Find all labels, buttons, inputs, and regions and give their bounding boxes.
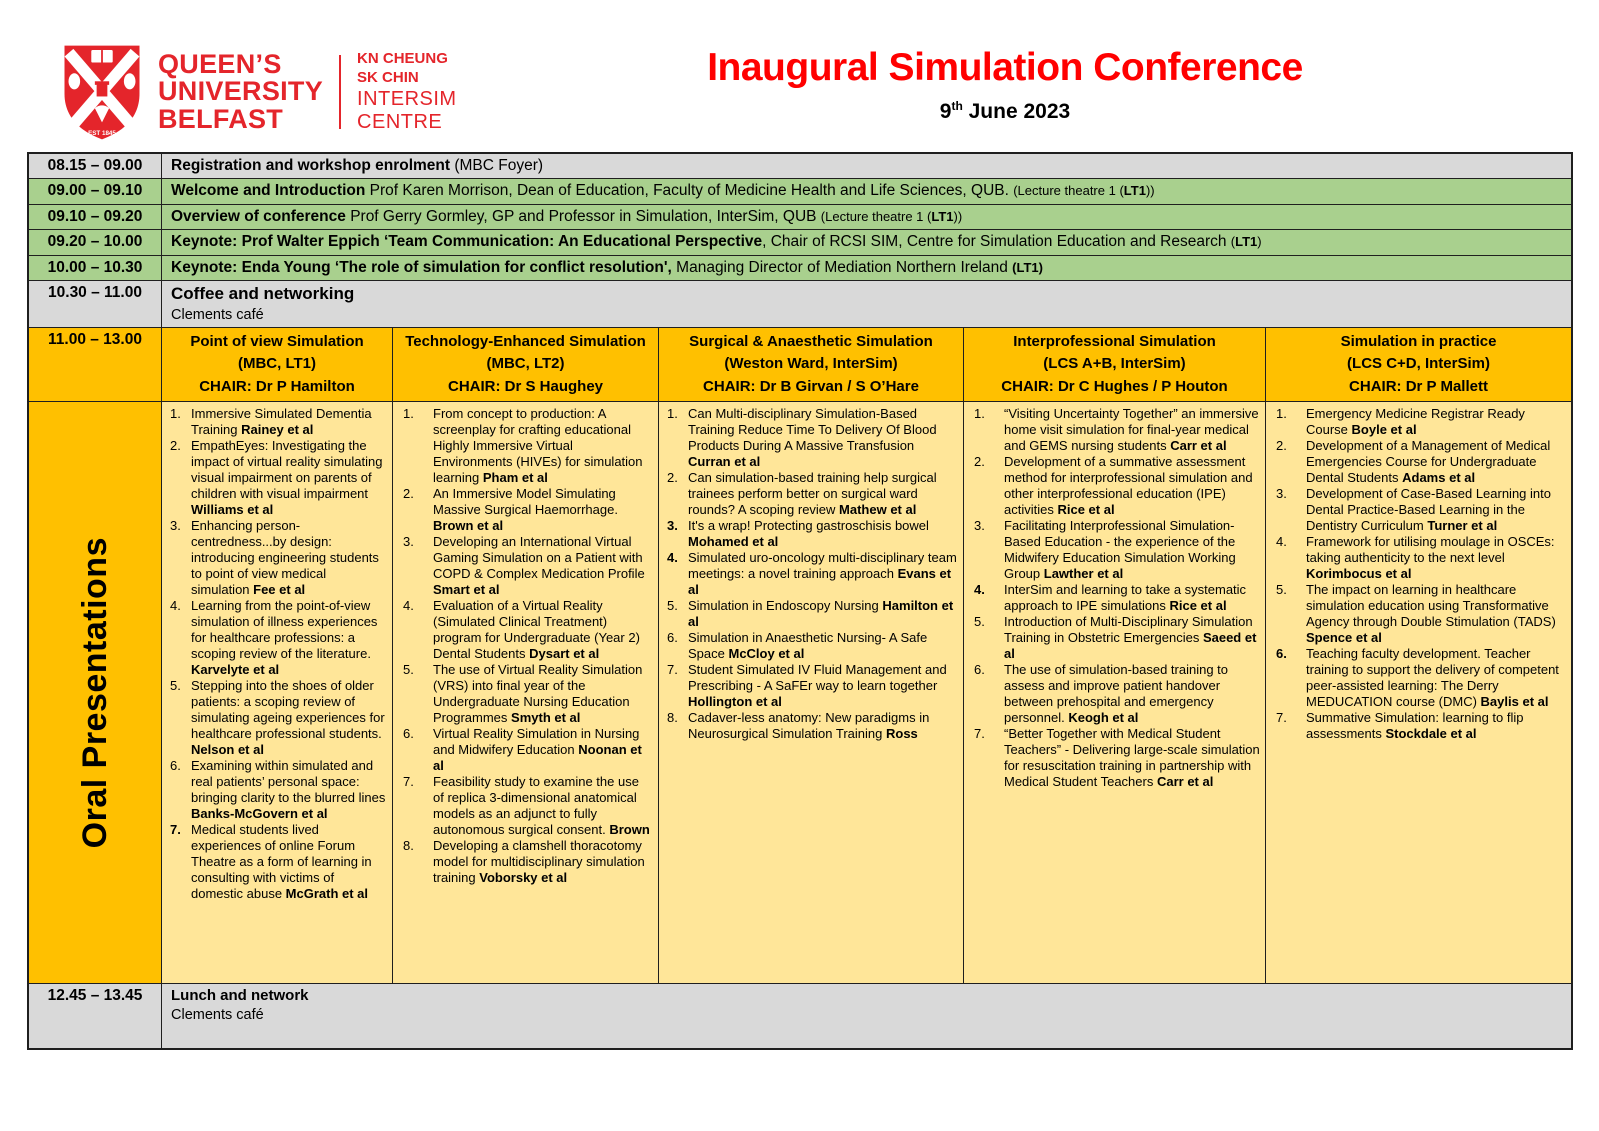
text-segment: Can simulation-based training help surgical trainees perform better on surgical ward rounds? A scoping review — [688, 470, 937, 518]
time-cell: 09.10 – 09.20 — [29, 205, 162, 230]
text-segment: LT1 — [1123, 183, 1146, 199]
presentation-item — [664, 710, 960, 742]
item-number: 8. — [403, 837, 414, 853]
time-cell: 08.15 – 09.00 — [29, 154, 162, 179]
text-segment: Saeed et al — [1004, 630, 1257, 662]
item-text — [688, 550, 960, 598]
oral-presentations-label: Oral Presentations — [75, 537, 114, 849]
text-segment: Fee et al — [253, 582, 306, 598]
schedule-row — [29, 281, 1571, 328]
session-text-line — [171, 306, 1562, 325]
text-segment: McGrath et al — [285, 885, 369, 901]
text-segment: EmpathEyes: Investigating the impact of virtual reality simulating visual impairment on parents of children with visual impairment — [191, 438, 383, 502]
text-segment: Pham et al — [482, 470, 548, 486]
item-number: 3. — [403, 534, 414, 550]
time-cell: 10.00 – 10.30 — [29, 256, 162, 281]
text-segment: Feasibility study to examine the use of replica 3-dimensional anatomical models as an adjunct to fully autonomous surgical consent. — [433, 773, 639, 837]
item-number: 5. — [667, 598, 678, 614]
centre-name-line: KN CHEUNG — [357, 50, 448, 68]
item-number: 7. — [667, 662, 678, 678]
schedule-row — [29, 205, 1571, 230]
presentation-item — [664, 406, 960, 470]
text-segment: Clements café — [171, 306, 264, 323]
presentation-item — [664, 630, 960, 662]
item-text — [191, 406, 389, 438]
item-number: 1. — [974, 406, 985, 422]
text-segment: Mohamed et al — [688, 534, 779, 550]
track-title: Simulation in practice — [1340, 332, 1497, 350]
text-segment: Development of Case-Based Learning into Dental Practice-Based Learning in the Dentistry Curriculum — [1306, 486, 1551, 534]
intersim-centre-name — [357, 50, 457, 134]
item-text — [1004, 614, 1262, 662]
centre-name-line: INTERSIM — [357, 87, 457, 110]
presentation-item — [664, 550, 960, 598]
text-segment: Student Simulated IV Fluid Management and Prescribing - A SaFEr way to learn together — [688, 662, 949, 694]
time-cell: 09.20 – 10.00 — [29, 230, 162, 255]
text-segment: Nelson et al — [191, 742, 264, 757]
text-segment: Keynote: Prof Walter Eppich ‘Team Communication: An Educational Perspective — [171, 233, 763, 251]
text-segment: Simulated uro-oncology multi-disciplinary team meetings: a novel training approach — [688, 550, 957, 582]
track-title: Point of view Simulation — [190, 332, 364, 350]
item-text — [688, 470, 960, 518]
text-segment: Introduction of Multi-Disciplinary Simulation Training in Obstetric Emergencies — [1004, 614, 1253, 646]
text-segment: (MBC Foyer) — [450, 157, 544, 174]
presentation-item — [1271, 486, 1568, 534]
text-segment: InterSim and learning to take a systematic approach to IPE simulations — [1004, 582, 1247, 614]
centre-name-line: SK CHIN — [357, 69, 419, 86]
date-rest: June 2023 — [962, 100, 1071, 123]
presentation-item — [969, 454, 1262, 518]
item-number: 6. — [403, 726, 414, 742]
text-segment: Prof Karen Morrison, Dean of Education, Faculty of Medicine Health and Life Sciences, QUB. — [369, 182, 1014, 200]
track-presentations — [964, 402, 1266, 984]
item-number: 7. — [170, 821, 181, 837]
text-segment: Smyth et al — [511, 710, 581, 726]
university-name-line: BELFAST — [158, 103, 284, 134]
text-segment: Keynote: Enda Young ‘The role of simulation for conflict resolution', — [171, 258, 672, 276]
track-chair: CHAIR: Dr P Mallett — [1349, 377, 1488, 395]
presentation-item — [167, 518, 389, 598]
text-segment: Can Multi-disciplinary Simulation-Based Training Reduce Time To Delivery Of Blood Products During A Massive Transfusion — [688, 406, 937, 454]
track-chair: CHAIR: Dr P Hamilton — [199, 377, 355, 395]
text-segment: )) — [1145, 183, 1155, 199]
presentation-item — [969, 582, 1262, 614]
text-segment: Summative Simulation: learning to flip assessments — [1306, 710, 1524, 742]
track-title: Interprofessional Simulation — [1013, 332, 1216, 350]
presentation-item — [969, 518, 1262, 582]
text-segment: From concept to production: A screenplay for crafting educational Highly Immersive Virtual Environments (HIVEs) for simulation learning — [433, 406, 643, 486]
item-number: 1. — [403, 406, 414, 422]
item-text — [1306, 486, 1568, 534]
presentation-item — [664, 470, 960, 518]
track-title: Surgical & Anaesthetic Simulation — [689, 332, 933, 350]
text-segment: Overview of conference — [171, 207, 351, 225]
text-segment: , Chair of RCSI SIM, Centre for Simulation Education and Research — [762, 233, 1231, 251]
session-description — [162, 256, 1571, 281]
presentation-item — [167, 598, 389, 678]
text-segment: It's a wrap! Protecting gastroschisis bowel — [688, 518, 929, 534]
schedule-row — [29, 256, 1571, 281]
track-location: (Weston Ward, InterSim) — [724, 355, 898, 373]
text-segment: Hollington et al — [688, 694, 782, 710]
time-cell: 12.45 – 13.45 — [29, 984, 162, 1048]
text-segment: Korimbocus et al — [1306, 566, 1412, 582]
item-text — [688, 406, 960, 470]
item-text — [433, 598, 655, 662]
text-segment: Brown — [609, 821, 650, 837]
text-segment: Learning from the point-of-view simulation of illness experiences for healthcare professions: a scoping review of the literature. — [191, 598, 378, 662]
presentation-item — [969, 662, 1262, 726]
presentation-item — [969, 726, 1262, 790]
text-segment: Adams et al — [1402, 470, 1476, 486]
schedule-row — [29, 179, 1571, 204]
qub-crest-icon — [60, 42, 144, 142]
track-presentations — [393, 402, 659, 984]
text-segment: Development of a Management of Medical Emergencies Course for Undergraduate Dental Students — [1306, 438, 1551, 486]
text-segment: Registration and workshop enrolment — [171, 157, 451, 174]
item-number: 3. — [170, 518, 181, 534]
item-text — [191, 758, 389, 822]
item-text — [1306, 710, 1568, 742]
schedule-row — [29, 984, 1571, 1048]
presentation-item — [167, 678, 389, 758]
text-segment: Banks-McGovern et al — [191, 805, 328, 821]
university-name-line: QUEEN’S — [158, 48, 282, 79]
text-segment: Managing Director of Mediation Northern Ireland — [671, 258, 1013, 276]
presentation-item — [1271, 438, 1568, 486]
item-text — [1306, 534, 1568, 582]
item-number: 4. — [403, 598, 414, 614]
text-segment: Rainey et al — [241, 422, 314, 438]
text-segment: Ross — [885, 726, 918, 742]
text-segment: Emergency Medicine Registrar Ready Course — [1306, 406, 1525, 438]
item-text — [191, 678, 389, 758]
item-text — [1004, 406, 1262, 454]
university-name — [158, 48, 324, 134]
track-location: (MBC, LT2) — [486, 355, 565, 373]
session-text-line — [171, 986, 1562, 1006]
text-segment: Evans et al — [688, 566, 952, 598]
presentation-item — [398, 534, 655, 598]
item-number: 4. — [974, 582, 985, 598]
presentation-item — [1271, 646, 1568, 710]
text-segment: Simulation in Anaesthetic Nursing- A Safe Space — [688, 630, 928, 662]
text-segment: Noonan et al — [433, 742, 642, 773]
text-segment: Framework for utilising moulage in OSCEs: taking authenticity to the next level — [1306, 534, 1555, 566]
track-location: (LCS C+D, InterSim) — [1347, 355, 1490, 373]
item-text — [688, 662, 960, 710]
text-segment: Dysart et al — [529, 646, 600, 662]
item-number: 1. — [1276, 406, 1287, 422]
text-segment: Cadaver-less anatomy: New paradigms in Neurosurgical Simulation Training — [688, 710, 930, 742]
text-segment: Stockdale et al — [1385, 726, 1477, 742]
item-text — [1004, 662, 1262, 726]
track-header — [393, 328, 659, 403]
text-segment: The use of Virtual Reality Simulation (VRS) into final year of the Undergraduate Nursing Education Programmes — [433, 662, 643, 726]
item-number: 2. — [667, 470, 678, 486]
text-segment: Voborsky et al — [479, 869, 568, 885]
track-presentations — [659, 402, 964, 984]
presentation-item — [664, 662, 960, 710]
text-segment: Lawther et al — [1043, 566, 1124, 582]
item-number: 5. — [170, 678, 181, 694]
presentation-item — [1271, 710, 1568, 742]
text-segment: Smart et al — [433, 582, 500, 598]
crest-est-text: EST 1845 — [88, 129, 116, 137]
text-segment: Mathew et al — [839, 502, 917, 518]
track-header — [659, 328, 964, 403]
item-text — [1004, 518, 1262, 582]
text-segment: Curran et al — [688, 454, 761, 470]
item-number: 2. — [170, 438, 181, 454]
time-cell: 11.00 – 13.00 — [29, 328, 162, 403]
session-description — [162, 205, 1571, 230]
item-text — [1306, 438, 1568, 486]
text-segment: Facilitating Interprofessional Simulation-Based Education - the experience of the Midwifery Education Simulation Working Group — [1004, 518, 1236, 582]
session-text-line — [171, 156, 1562, 176]
item-number: 5. — [974, 614, 985, 630]
oral-presentations-sidebar — [29, 402, 162, 984]
presentation-item — [398, 838, 655, 886]
item-number: 6. — [170, 757, 181, 773]
schedule-row — [29, 230, 1571, 255]
text-segment: ( — [1230, 234, 1236, 250]
schedule-table — [27, 152, 1573, 1050]
track-chair: CHAIR: Dr C Hughes / P Houton — [1001, 377, 1228, 395]
text-segment: (LT1) — [1012, 259, 1043, 275]
item-number: 1. — [667, 406, 678, 422]
item-number: 5. — [403, 662, 414, 678]
item-text — [433, 486, 655, 534]
text-segment: Coffee and networking — [171, 284, 355, 304]
text-segment: Brown et al — [433, 518, 504, 534]
text-segment: Immersive Simulated Dementia Training — [191, 406, 372, 438]
schedule-row — [29, 154, 1571, 179]
track-title: Technology-Enhanced Simulation — [405, 332, 646, 350]
text-segment: Carr et al — [1170, 438, 1227, 454]
item-text — [433, 774, 655, 838]
text-segment: Rice et al — [1057, 502, 1115, 518]
text-segment: Spence et al — [1306, 630, 1382, 646]
text-segment: “Better Together with Medical Student Teachers” - Delivering large-scale simulation for resuscitation training in partnership with Medical Student Teachers — [1004, 726, 1260, 789]
text-segment: Evaluation of a Virtual Reality (Simulated Clinical Treatment) program for Undergraduate (Year 2) Dental Students — [433, 598, 640, 662]
text-segment: Virtual Reality Simulation in Nursing and Midwifery Education — [433, 726, 640, 757]
item-number: 7. — [974, 726, 985, 742]
track-location: (LCS A+B, InterSim) — [1043, 355, 1186, 373]
text-segment: Keogh et al — [1068, 710, 1139, 726]
centre-name-line: CENTRE — [357, 110, 443, 133]
text-segment: Baylis et al — [1480, 694, 1549, 710]
presentation-item — [398, 774, 655, 838]
item-text — [433, 534, 655, 598]
text-segment: Carr et al — [1156, 773, 1214, 789]
presentation-item — [1271, 534, 1568, 582]
presentation-item — [167, 758, 389, 822]
text-segment: (Lecture theatre 1 ( — [820, 208, 932, 224]
track-header — [1266, 328, 1571, 403]
item-text — [1306, 646, 1568, 710]
text-segment: ) — [1257, 234, 1262, 250]
presentation-item — [1271, 582, 1568, 646]
text-segment: Clements café — [171, 1007, 264, 1024]
track-header — [964, 328, 1266, 403]
text-segment: Prof Gerry Gormley, GP and Professor in Simulation, InterSim, QUB — [350, 207, 821, 225]
presentation-item — [167, 438, 389, 518]
item-text — [1004, 454, 1262, 518]
date-day: 9 — [939, 100, 952, 123]
text-segment: Medical students lived experiences of online Forum Theatre as a form of learning in consulting with victims of domestic abuse — [191, 821, 372, 901]
item-number: 4. — [1276, 534, 1287, 550]
item-number: 6. — [667, 630, 678, 646]
track-chair: CHAIR: Dr B Girvan / S O’Hare — [703, 377, 919, 395]
item-number: 8. — [667, 710, 678, 726]
presentation-item — [398, 486, 655, 534]
item-number: 6. — [1276, 646, 1287, 662]
session-text-line — [171, 181, 1562, 201]
track-presentations — [162, 402, 393, 984]
session-description — [162, 154, 1571, 179]
text-segment: “Visiting Uncertainty Together” an immersive home visit simulation for final-year medical and GEMS nursing students — [1004, 406, 1259, 454]
text-segment: LT1 — [931, 208, 954, 224]
time-cell: 10.30 – 11.00 — [29, 281, 162, 328]
item-number: 5. — [1276, 582, 1287, 598]
session-description — [162, 281, 1571, 328]
presentation-item — [398, 406, 655, 486]
text-segment: Welcome and Introduction — [171, 182, 370, 200]
title-block — [610, 46, 1400, 124]
text-segment: Examining within simulated and real patients’ personal space: bringing clarity to the blurred lines — [191, 757, 386, 805]
session-description — [162, 984, 1571, 1048]
session-text-line — [171, 258, 1562, 278]
text-segment: Enhancing person-centredness...by design: introducing engineering students to point of view medical simulation — [191, 518, 379, 598]
item-text — [191, 598, 389, 678]
presentation-item — [969, 406, 1262, 454]
text-segment: The use of simulation-based training to assess and improve patient handover between prehospital and emergency personnel. — [1004, 662, 1229, 726]
item-number: 7. — [1276, 710, 1287, 726]
date-ordinal: th — [951, 99, 963, 113]
text-segment: Teaching faculty development. Teacher training to support the delivery of competent peer-assisted learning: The Derry MEDUCATION course (DMC) — [1306, 646, 1559, 710]
item-text — [688, 598, 960, 630]
item-number: 7. — [403, 773, 414, 789]
text-segment: Developing a clamshell thoracotomy model for multidisciplinary simulation training — [433, 837, 645, 885]
text-segment: Williams et al — [191, 502, 274, 518]
university-name-line: UNIVERSITY — [158, 76, 324, 107]
item-text — [688, 518, 960, 550]
item-text — [191, 822, 389, 902]
item-number: 4. — [170, 598, 181, 614]
item-number: 4. — [667, 550, 678, 566]
text-segment: Development of a summative assessment method for interprofessional simulation and other interprofessional education (IPE) activities — [1004, 454, 1253, 518]
text-segment: The impact on learning in healthcare simulation education using Transformative Agency through Double Stimulation (TADS) — [1306, 582, 1556, 630]
text-segment: An Immersive Model Simulating Massive Surgical Haemorrhage. — [433, 486, 618, 518]
session-description — [162, 230, 1571, 255]
item-text — [433, 838, 655, 886]
text-segment: Karvelyte et al — [191, 662, 280, 678]
item-text — [1004, 726, 1262, 790]
item-text — [688, 630, 960, 662]
oral-presentations-row — [29, 402, 1571, 984]
text-segment: McCloy et al — [728, 646, 805, 662]
item-text — [191, 438, 389, 518]
session-description — [162, 179, 1571, 204]
track-location: (MBC, LT1) — [237, 355, 317, 373]
session-text-line — [171, 232, 1562, 252]
tracks-header-row — [29, 328, 1571, 403]
track-header — [162, 328, 393, 403]
presentation-item — [398, 726, 655, 774]
session-text-line — [171, 1006, 1562, 1025]
text-segment: Turner et al — [1427, 518, 1498, 534]
text-segment: )) — [953, 208, 963, 224]
conference-title: Inaugural Simulation Conference — [707, 46, 1303, 89]
item-text — [433, 662, 655, 726]
text-segment: (Lecture theatre 1 ( — [1013, 183, 1124, 199]
presentation-item — [969, 614, 1262, 662]
item-text — [1306, 582, 1568, 646]
time-cell: 09.00 – 09.10 — [29, 179, 162, 204]
item-text — [433, 726, 655, 774]
conference-date — [610, 99, 1400, 124]
item-text — [688, 710, 960, 742]
session-text-line — [171, 207, 1562, 227]
item-number: 2. — [403, 486, 414, 502]
text-segment: Stepping into the shoes of older patients: a scoping review of simulating ageing experiences for healthcare professional students. — [191, 678, 385, 742]
text-segment: Boyle et al — [1351, 422, 1417, 438]
item-number: 3. — [974, 518, 985, 534]
presentation-item — [664, 518, 960, 550]
text-segment: Rice et al — [1169, 598, 1227, 614]
text-segment: Hamilton et al — [688, 598, 954, 630]
item-text — [1306, 406, 1568, 438]
item-text — [191, 518, 389, 598]
logo-divider — [339, 55, 341, 129]
qub-intersim-logo — [60, 42, 457, 142]
presentation-item — [1271, 406, 1568, 438]
item-text — [1004, 582, 1262, 614]
text-segment: Simulation in Endoscopy Nursing — [688, 598, 883, 614]
text-segment: Developing an International Virtual Gaming Simulation on a Patient with COPD & Complex Medication Profile — [433, 534, 645, 582]
presentation-item — [664, 598, 960, 630]
item-number: 2. — [974, 454, 985, 470]
track-presentations — [1266, 402, 1571, 984]
item-number: 3. — [667, 518, 678, 534]
item-number: 6. — [974, 662, 985, 678]
presentation-item — [167, 406, 389, 438]
presentation-item — [398, 598, 655, 662]
item-number: 3. — [1276, 486, 1287, 502]
session-text-line — [171, 283, 1562, 305]
item-number: 2. — [1276, 438, 1287, 454]
item-text — [433, 406, 655, 486]
item-number: 1. — [170, 406, 181, 422]
presentation-item — [398, 662, 655, 726]
text-segment: Lunch and network — [171, 987, 309, 1005]
text-segment: LT1 — [1235, 234, 1258, 250]
track-chair: CHAIR: Dr S Haughey — [447, 377, 604, 395]
presentation-item — [167, 822, 389, 902]
